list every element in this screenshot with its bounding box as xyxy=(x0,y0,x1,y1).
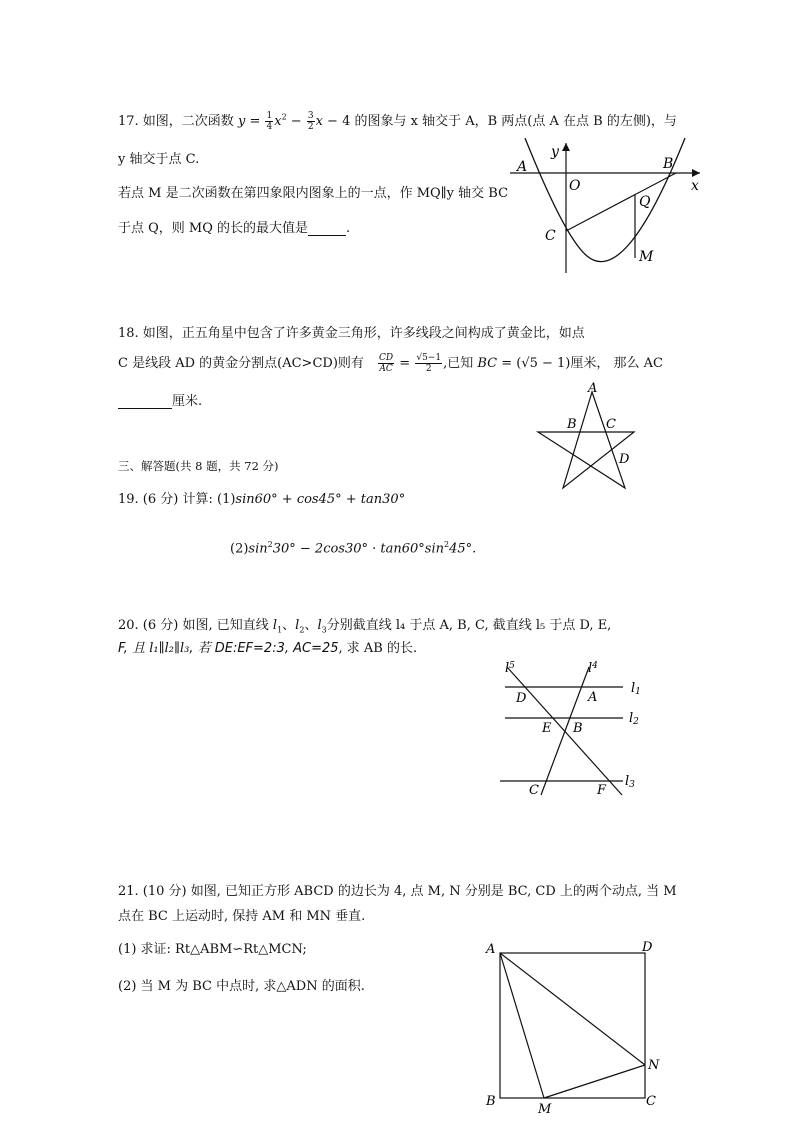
q17-line2: y 轴交于点 C. xyxy=(118,152,200,167)
q21-part1: (1) 求证: Rt△ABM∽Rt△MCN; xyxy=(118,942,307,957)
label-l4: $l^4$ xyxy=(588,661,598,676)
q17-line3: 若点 M 是二次函数在第四象限内图象上的一点，作 MQ∥y 轴交 BC xyxy=(118,186,509,201)
q17-fraction-three-halves: $\frac{3}{2}$ xyxy=(307,111,314,132)
q21-square-figure xyxy=(482,935,667,1115)
segment-am xyxy=(500,953,544,1098)
label-n: N xyxy=(648,1058,660,1073)
q20-line1: 20. (6 分) 如图, 已知直线 $l_1$、$l_2$、$l_3$分别截直线 l₄ 于点 A, B, C, 截直线 l₅ 于点 D, E, xyxy=(118,618,612,635)
q19-line1: 19. (6 分) 计算: (1)sin60° + cos45° + tan30° xyxy=(118,492,406,507)
q19-line2: $(2)\sin^230^\circ - 2\cos 30^\circ \cdot \tan 60^\circ\sin^245^\circ$. xyxy=(230,540,477,557)
label-b: B xyxy=(573,721,583,736)
label-b: B xyxy=(663,156,674,172)
label-d: D xyxy=(642,940,653,955)
q17-fraction-quarter: $\frac{1}{4}$ xyxy=(266,111,273,132)
q18-line1: 18. 如图，正五角星中包含了许多黄金三角形，许多线段之间构成了黄金比，如点 xyxy=(118,326,585,341)
label-b: B xyxy=(567,417,577,432)
q17-line1: 17. 如图，二次函数 y = $\frac{1}{4}$ $x^2$ − $\frac{3}{2}$ x − 4 的图象与 x 轴交于 A，B 两点(点 A 在点 B 的左侧)，与 xyxy=(118,111,677,132)
label-l5: $l^5$ xyxy=(505,661,515,676)
segment-bc xyxy=(566,173,676,231)
label-c: C xyxy=(529,783,539,798)
label-c: C xyxy=(545,228,556,244)
label-m: M xyxy=(538,1102,552,1115)
pentagram-shape xyxy=(538,392,634,488)
q18-fraction-golden: $\frac{√5-1}{2}$ xyxy=(416,353,442,374)
segment-an xyxy=(500,953,645,1065)
label-f: F xyxy=(597,783,607,798)
label-y: y xyxy=(551,144,559,160)
label-c: C xyxy=(646,1094,656,1109)
label-l2: l2 xyxy=(629,711,639,727)
x-axis-arrow-icon xyxy=(692,169,700,177)
segment-mn xyxy=(544,1065,645,1098)
q21-part2: (2) 当 M 为 BC 中点时, 求△ADN 的面积. xyxy=(118,979,365,994)
section-title: 三、解答题(共 8 题，共 72 分) xyxy=(118,459,279,473)
label-c: C xyxy=(606,417,616,432)
label-l3: l3 xyxy=(625,774,635,790)
label-l1: l1 xyxy=(631,681,641,697)
label-a: A xyxy=(588,690,598,705)
answer-blank xyxy=(308,235,346,236)
q18-fraction-cd-ac: $\frac{CD}{AC}$ xyxy=(379,353,394,374)
q20-line2: F, 且 l₁∥l₂∥l₃, 若 DE:EF=2:3, AC=25, 求 AB 的长. xyxy=(118,641,418,656)
label-a: A xyxy=(486,942,496,957)
label-d: D xyxy=(619,452,630,467)
q17-line4: 于点 Q，则 MQ 的长的最大值是 . xyxy=(118,221,351,236)
label-a: A xyxy=(517,159,528,175)
label-e: E xyxy=(542,721,552,736)
label-x: x xyxy=(691,178,699,194)
q18-line2: C 是线段 AD 的黄金分割点(AC>CD)则有 $\frac{CD}{AC}$ = $\frac{√5-1}{2}$ ,已知 BC = (√5 − 1)厘米， 那么 AC xyxy=(118,353,663,374)
q20-parallel-lines-figure xyxy=(495,655,655,800)
q21-line2: 点在 BC 上运动时, 保持 AM 和 MN 垂直. xyxy=(118,909,366,924)
label-m: M xyxy=(639,249,654,265)
y-axis-arrow-icon xyxy=(562,143,570,151)
label-b: B xyxy=(486,1094,496,1109)
q17-parabola-figure xyxy=(505,138,705,278)
label-q: Q xyxy=(639,194,651,210)
q18-line3: 厘米. xyxy=(118,390,202,409)
q18-star-figure xyxy=(530,380,680,492)
answer-blank xyxy=(118,408,172,409)
label-a: A xyxy=(588,381,598,396)
q21-line1: 21. (10 分) 如图, 已知正方形 ABCD 的边长为 4, 点 M, N 分别是 BC, CD 上的两个动点, 当 M xyxy=(118,884,677,899)
label-d: D xyxy=(516,691,527,706)
label-o: O xyxy=(569,178,581,194)
